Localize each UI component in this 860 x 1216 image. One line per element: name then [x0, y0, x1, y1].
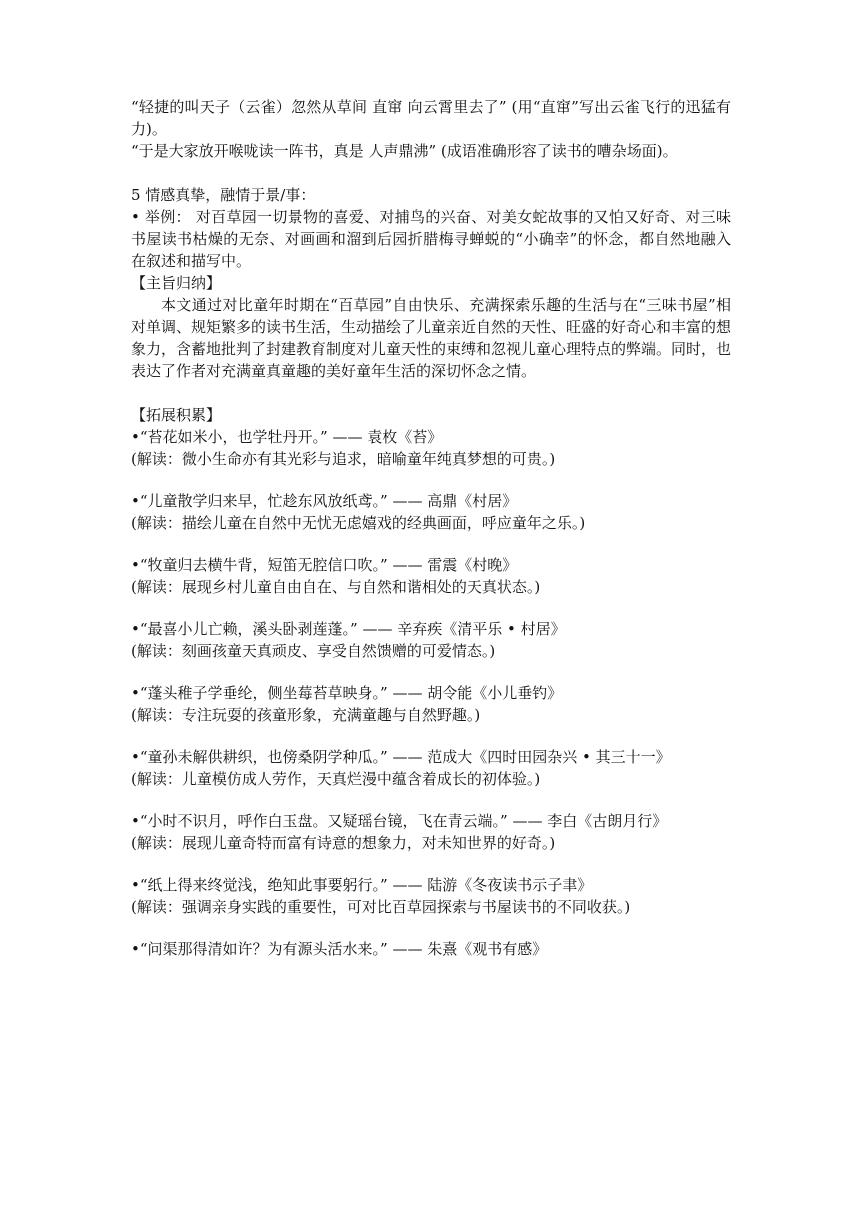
section-5-title: 5 情感真挚，融情于景/事：: [131, 186, 316, 204]
poem-quote: •“纸上得来终觉浅，绝知此事要躬行。” —— 陆游《冬夜读书示子聿》: [131, 876, 593, 894]
poem-quote: •“问渠那得清如许？为有源头活水来。” —— 朱熹《观书有感》: [131, 940, 548, 958]
intro-example-1: “轻捷的叫天子（云雀）忽然从草间 直窜 向云霄里去了” (用“直窜”写出云雀飞行的迅猛有力)。: [131, 98, 731, 138]
section-5-example: • 举例： 对百草园一切景物的喜爱、对捕鸟的兴奋、对美女蛇故事的又怕又好奇、对三味书屋读书枯燥的无奈、对画画和溜到后园折腊梅寻蝉蜕的“小确幸”的怀念，都自然地融入在叙述和描写中。: [131, 208, 731, 270]
extension-heading: 【拓展积累】: [131, 406, 222, 424]
poem-quote: •“牧童归去横牛背，短笛无腔信口吹。” —— 雷震《村晚》: [131, 556, 518, 574]
poem-quote: •“蓬头稚子学垂纶，侧坐莓苔草映身。” —— 胡令能《小儿垂钓》: [131, 684, 563, 702]
poem-note: (解读：展现乡村儿童自由自在、与自然和谐相处的天真状态。): [131, 578, 541, 596]
poem-quote: •“儿童散学归来早，忙趁东风放纸鸢。” —— 高鼎《村居》: [131, 492, 518, 510]
poem-quote: •“最喜小儿亡赖，溪头卧剥莲蓬。” —— 辛弃疾《清平乐 • 村居》: [131, 620, 566, 638]
theme-heading: 【主旨归纳】: [131, 274, 222, 292]
extension-item: [131, 426, 731, 470]
extension-item: [131, 874, 731, 918]
extension-item: [131, 490, 731, 534]
poem-note: (解读：儿童模仿成人劳作，天真烂漫中蕴含着成长的初体验。): [131, 770, 541, 788]
theme-body: 本文通过对比童年时期在“百草园”自由快乐、充满探索乐趣的生活与在“三味书屋”相对单调、规矩繁多的读书生活，生动描绘了儿童亲近自然的天性、旺盛的好奇心和丰富的想象力，含蓄地批判了封建教育制度对儿童天性的束缚和忽视儿童心理特点的弊端。同时，也表达了作者对充满童真童趣的美好童年生活的深切怀念之情。: [131, 296, 732, 380]
poem-note: (解读：微小生命亦有其光彩与追求，暗喻童年纯真梦想的可贵。): [131, 450, 556, 468]
extension-item: [131, 682, 731, 726]
intro-example-2: “于是大家放开喉咙读一阵书，真是 人声鼎沸” (成语准确形容了读书的嘈杂场面)。: [131, 142, 678, 160]
poem-note: (解读：刻画孩童天真顽皮、享受自然馈赠的可爱情态。): [131, 642, 496, 660]
extension-item: [131, 810, 731, 854]
extension-item: [131, 746, 731, 790]
poem-note: (解读：专注玩耍的孩童形象，充满童趣与自然野趣。): [131, 706, 481, 724]
poem-quote: •“小时不识月，呼作白玉盘。又疑瑶台镜，飞在青云端。” —— 李白《古朗月行》: [131, 812, 668, 830]
extension-item: [131, 618, 731, 662]
extension-item: [131, 938, 731, 960]
poem-note: (解读：展现儿童奇特而富有诗意的想象力，对未知世界的好奇。): [131, 834, 556, 852]
poem-note: (解读：强调亲身实践的重要性，可对比百草园探索与书屋读书的不同收获。): [131, 898, 631, 916]
document-page: [131, 96, 731, 980]
poem-quote: •“童孙未解供耕织，也傍桑阴学种瓜。” —— 范成大《四时田园杂兴 • 其三十一》: [131, 748, 671, 766]
poem-note: (解读：描绘儿童在自然中无忧无虑嬉戏的经典画面，呼应童年之乐。): [131, 514, 586, 532]
extension-item: [131, 554, 731, 598]
poem-quote: •“苔花如米小，也学牡丹开。” —— 袁枚《苔》: [131, 428, 443, 446]
